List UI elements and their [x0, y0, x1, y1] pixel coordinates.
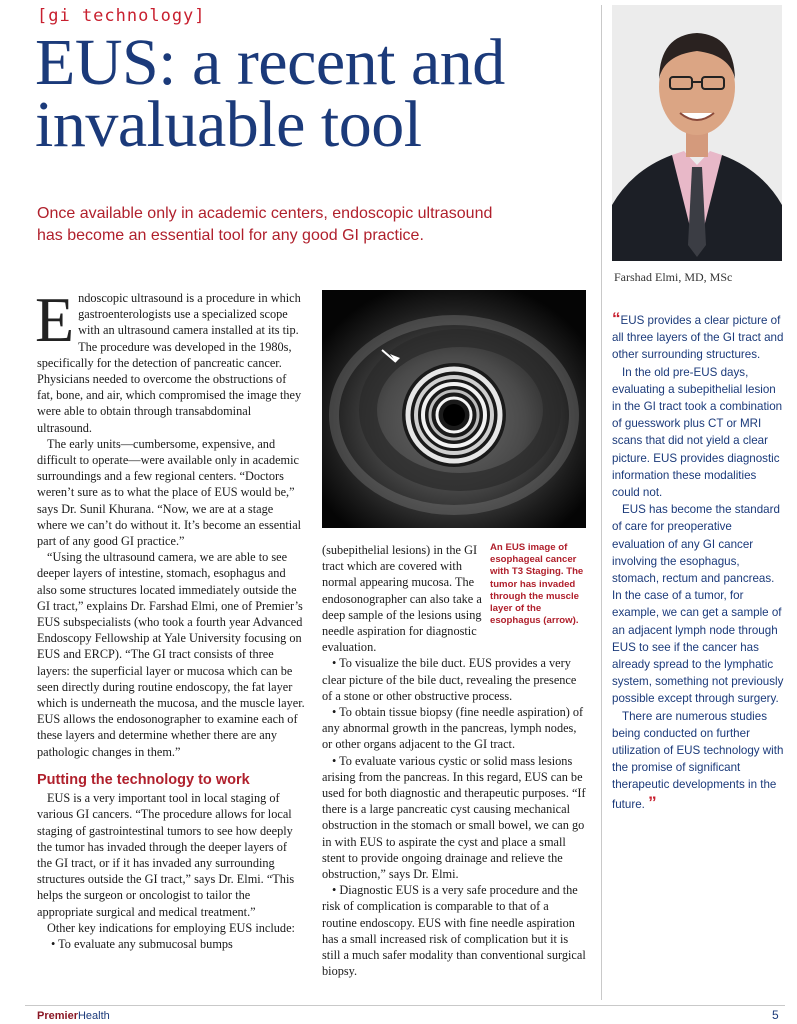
footer-rule — [25, 1005, 785, 1006]
body-paragraph: The early units—cumbersome, expensive, and difficult to operate—were available only in academic surroundings and a few regional centers. “Doctors weren’t sure as to what the place of EUS would be,” says Dr. Sunil Khurana. “Now, we are at a stage where we can’t do without it. It’s become an essential part of any good GI practice.” — [37, 436, 302, 549]
body-paragraph — [35, 284, 305, 436]
article-title: EUS: a recent and invaluable tool — [35, 26, 505, 161]
quote-paragraph: In the old pre-EUS days, evaluating a subepithelial lesion in the GI tract took a combination of guesswork plus CT or MRI scans that did not yield a clear picture. EUS provides diagnostic information these modalities could not. — [612, 365, 783, 500]
bullet-item: • Diagnostic EUS is a very safe procedure and the risk of complication is comparable to that of a routine endoscopy. EUS with fine needle aspiration has a small increased risk of complication but it is still a much safer modality than conventional surgical biopsy. — [322, 883, 586, 979]
bullet-item: • To visualize the bile duct. EUS provides a very clear picture of the bile duct, revealing the presence of a stone or other obstructive process. — [322, 656, 577, 703]
body-column-2 — [322, 542, 586, 979]
drop-cap: E — [35, 284, 75, 355]
body-paragraph: EUS is a very important tool in local staging of various GI cancers. “The procedure allows for local staging of gastrointestinal tumors to see how deeply the tumor has invaded through the deeper layers of the GI tract, or if it has invaded any surrounding structures outside the GI tract,” says Dr. Elmi. “This helps the surgeon or oncologist to tailor the appropriate surgical and medical treatment.” — [37, 791, 295, 919]
quote-paragraph — [612, 708, 784, 813]
close-quote-icon: ” — [648, 792, 657, 812]
column-divider — [601, 5, 602, 1000]
portrait-illustration — [612, 5, 782, 261]
brand-part-1: Premier — [37, 1010, 78, 1022]
section-subhead: Putting the technology to work — [37, 771, 250, 788]
body-paragraph: “Using the ultrasound camera, we are able to see deeper layers of intestine, stomach, esophagus and also some structures located immediately outside the GI tract,” explains Dr. Farshad Elmi, one of Premier’s EUS subspecialists (who took a fourth year Advanced Endoscopy Fellowship at Yale University focusing on EUS and ERCP). “The GI tract consists of three layers: the superficial layer or mucosa which can be seen directly during routine endoscopy, the fat layer which is underneath the mucosa, and the muscle layer. EUS allows the endosonographer to examine each of these layers and determine whether there are any pathologic changes in them.” — [37, 550, 305, 759]
quote-text: EUS provides a clear picture of all three layers of the GI tract and other surrounding structures. — [612, 314, 784, 362]
section-kicker: [gi technology] — [37, 6, 206, 26]
open-quote-icon: “ — [612, 309, 621, 328]
image-caption: An EUS image of esophageal cancer with T3 Staging. The tumor has invaded through the muscle layer of the esophagus (arrow). — [490, 542, 584, 627]
pull-quote — [612, 310, 784, 813]
quote-paragraph — [612, 310, 784, 364]
article-deck: Once available only in academic centers, endoscopic ultrasound has become an essential tool for any good GI practice. — [37, 205, 493, 244]
brand-part-2: Health — [77, 1010, 110, 1022]
bullet-item: • To obtain tissue biopsy (fine needle aspiration) of any abnormal growth in the pancreas, lymph nodes, or other organs adjacent to the GI tract. — [322, 705, 584, 752]
quote-text: There are numerous studies being conducted on further utilization of EUS technology with the promise of significant therapeutic developments in the future. — [612, 709, 784, 811]
body-paragraph: Other key indications for employing EUS include: — [47, 920, 295, 935]
photo-caption: Farshad Elmi, MD, MSc — [614, 270, 733, 284]
bullet-item: • To evaluate various cystic or solid mass lesions arising from the pancreas. In this regard, EUS can be used for both diagnostic and therapeutic purposes. “If there is a large pancreatic cyst causing mechanical obstruction in the stomach or small bowel, we can go in with EUS to aspirate the cyst and place a small stent to provide ongoing drainage and relieve the obstruction,” says Dr. Elmi. — [322, 753, 586, 882]
eus-ultrasound-illustration — [322, 290, 586, 528]
footer-brand — [37, 1010, 110, 1022]
eus-image — [322, 290, 586, 528]
paragraph-text: ndoscopic ultrasound is a procedure in which gastroenterologists use a specialized scope with an ultrasound camera installed at its tip. The procedure was developed in the 1980s, specifically for the detection of pancreatic cancer. Physicians needed to overcome the obstructions of fat, bone, and air, which compromised the image they were able to obtain through transabdominal ultrasound. — [37, 291, 302, 435]
bullet-item: • To evaluate any submucosal bumps — [51, 936, 233, 951]
portrait-photo — [612, 5, 782, 261]
page-number: 5 — [772, 1008, 779, 1022]
body-column-1 — [35, 284, 305, 952]
body-paragraph: (subepithelial lesions) in the GI tract which are covered with normal appearing mucosa. The endosonographer can also take a deep sample of the lesions using needle aspiration for diagnostic evaluation. — [322, 543, 482, 655]
quote-paragraph: EUS has become the standard of care for preoperative evaluation of any GI cancer involving the esophagus, stomach, rectum and pancreas. In the case of a tumor, for example, we can get a sample of an adjacent lymph node through EUS to see if the cancer has already spread to the lymphatic system, something not previously possible except through surgery. — [612, 503, 784, 706]
